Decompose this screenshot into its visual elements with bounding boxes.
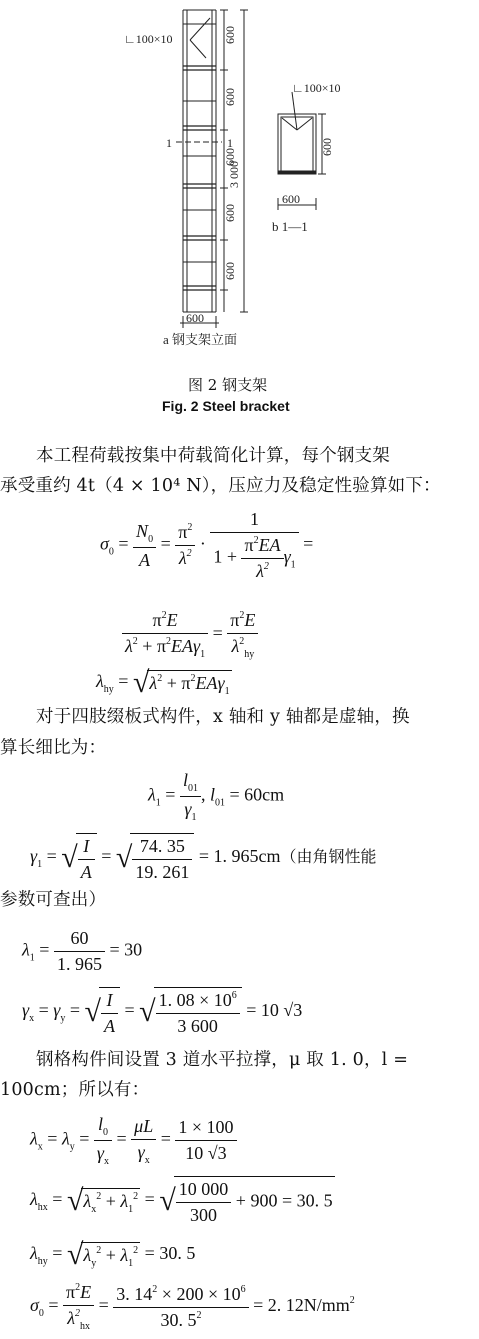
section-subcaption: b 1—1 xyxy=(272,219,308,234)
equation-lambda-xy: $\lambda_x = \lambda_y$ = $\frac{l_0}{\gamma_x}$ = $\frac{\mu L}{\gamma_x}$ = $\frac{1 \times 100}{10 √3}$ xyxy=(30,1114,237,1167)
base-width-label: 600 xyxy=(186,311,204,325)
section-labels xyxy=(272,81,341,234)
equation-lambda-hy-value: $\lambda_{hy} = √\lambda_y^2 + \lambda_1^2 = 30$. 5 xyxy=(30,1238,196,1271)
equation-lambda-hy: $\lambda_{hy} = √\lambda^2 + \pi^2EA\gamma_1$ xyxy=(96,666,230,699)
svg-text:600: 600 xyxy=(223,148,237,166)
svg-text:600: 600 xyxy=(223,88,237,106)
equation-gamma-xy: $\gamma_x = \gamma_y$ = √ $\frac{I}{A}$ = √ $\frac{1. 08 \times 10^6}{3 600}$ = 10 √3 xyxy=(22,987,302,1037)
paragraph-2-line-2: 算长细比为： xyxy=(0,738,107,758)
svg-text:600: 600 xyxy=(223,262,237,280)
paragraph-3-line-1: 钢格构件间设置 3 道水平拉撑，μ 取 1. 0，l = xyxy=(36,1050,409,1070)
svg-text:600: 600 xyxy=(282,192,300,206)
svg-text:600: 600 xyxy=(223,26,237,44)
elevation-subcaption: a 钢支架立面 xyxy=(163,332,238,347)
gamma1-note-continuation: 参数可查出） xyxy=(0,890,107,910)
paragraph-3-line-2: 100cm；所以有： xyxy=(0,1080,150,1100)
svg-text:600: 600 xyxy=(223,204,237,222)
figure-caption-cn: 图 2 钢支架 xyxy=(188,376,268,394)
figure-caption-en: Fig. 2 Steel bracket xyxy=(162,398,290,414)
equation-sigma0-stability: $\sigma_0$ = $\frac{N_0}{A}$ = $\frac{\pi^2}{\lambda^2}$ · 1 1 + $\frac{\pi^2EA}{\lambda^2}$ $\gamma_1$ = xyxy=(100,509,314,581)
equation-lambda1-value: $\lambda_1$ = $\frac{60}{1. 965}$ = 30 xyxy=(22,928,143,974)
equation-reduced-form: $\frac{\pi^2E}{\lambda^2 + \pi^2EA\gamma_1}$ = $\frac{\pi^2E}{\lambda^2_{hy}}$ xyxy=(122,610,258,660)
section-mark-left: 1 xyxy=(166,136,172,150)
section-mark-right: 1 xyxy=(227,136,233,150)
svg-text:600: 600 xyxy=(320,138,334,156)
angle-label-elevation: ∟100×10 xyxy=(124,32,173,46)
equation-lambda1-def: $\lambda_1$ = $\frac{l_{01}}{\gamma_1}$ , $l_{01} = 60cm$ xyxy=(148,770,285,823)
paragraph-1-line-2: 承受重约 4t（4 × 10⁴ N），压应力及稳定性验算如下： xyxy=(0,476,441,496)
equation-gamma1: $\gamma_1$ = √ $\frac{I}{A}$ = √ $\frac{74. 35}{19. 261}$ = 1. 965cm（由角钢性能 xyxy=(30,833,377,883)
paragraph-1-line-1: 本工程荷载按集中荷载简化计算，每个钢支架 xyxy=(36,446,390,466)
total-height-label: 3 000 xyxy=(227,161,241,188)
paragraph-2-line-1: 对于四肢缀板式构件，x 轴和 y 轴都是虚轴，换 xyxy=(36,707,410,727)
equation-sigma0-result: $\sigma_0$ = $\frac{\pi^2E}{\lambda^2_{hx}}$ = $\frac{3. 14^2 \times 200 \times 10^6}{30. 5^2}$ = 2. $12N/mm^2$ xyxy=(30,1282,355,1332)
equation-lambda-hx: $\lambda_{hx} = √\lambda_x^2 + \lambda_1^2$ = √ $\frac{10 000}{300}$ + 900 = 30. 5 xyxy=(30,1176,335,1226)
angle-label-section: ∟100×10 xyxy=(292,81,341,95)
steel-bracket-figure xyxy=(0,0,479,365)
